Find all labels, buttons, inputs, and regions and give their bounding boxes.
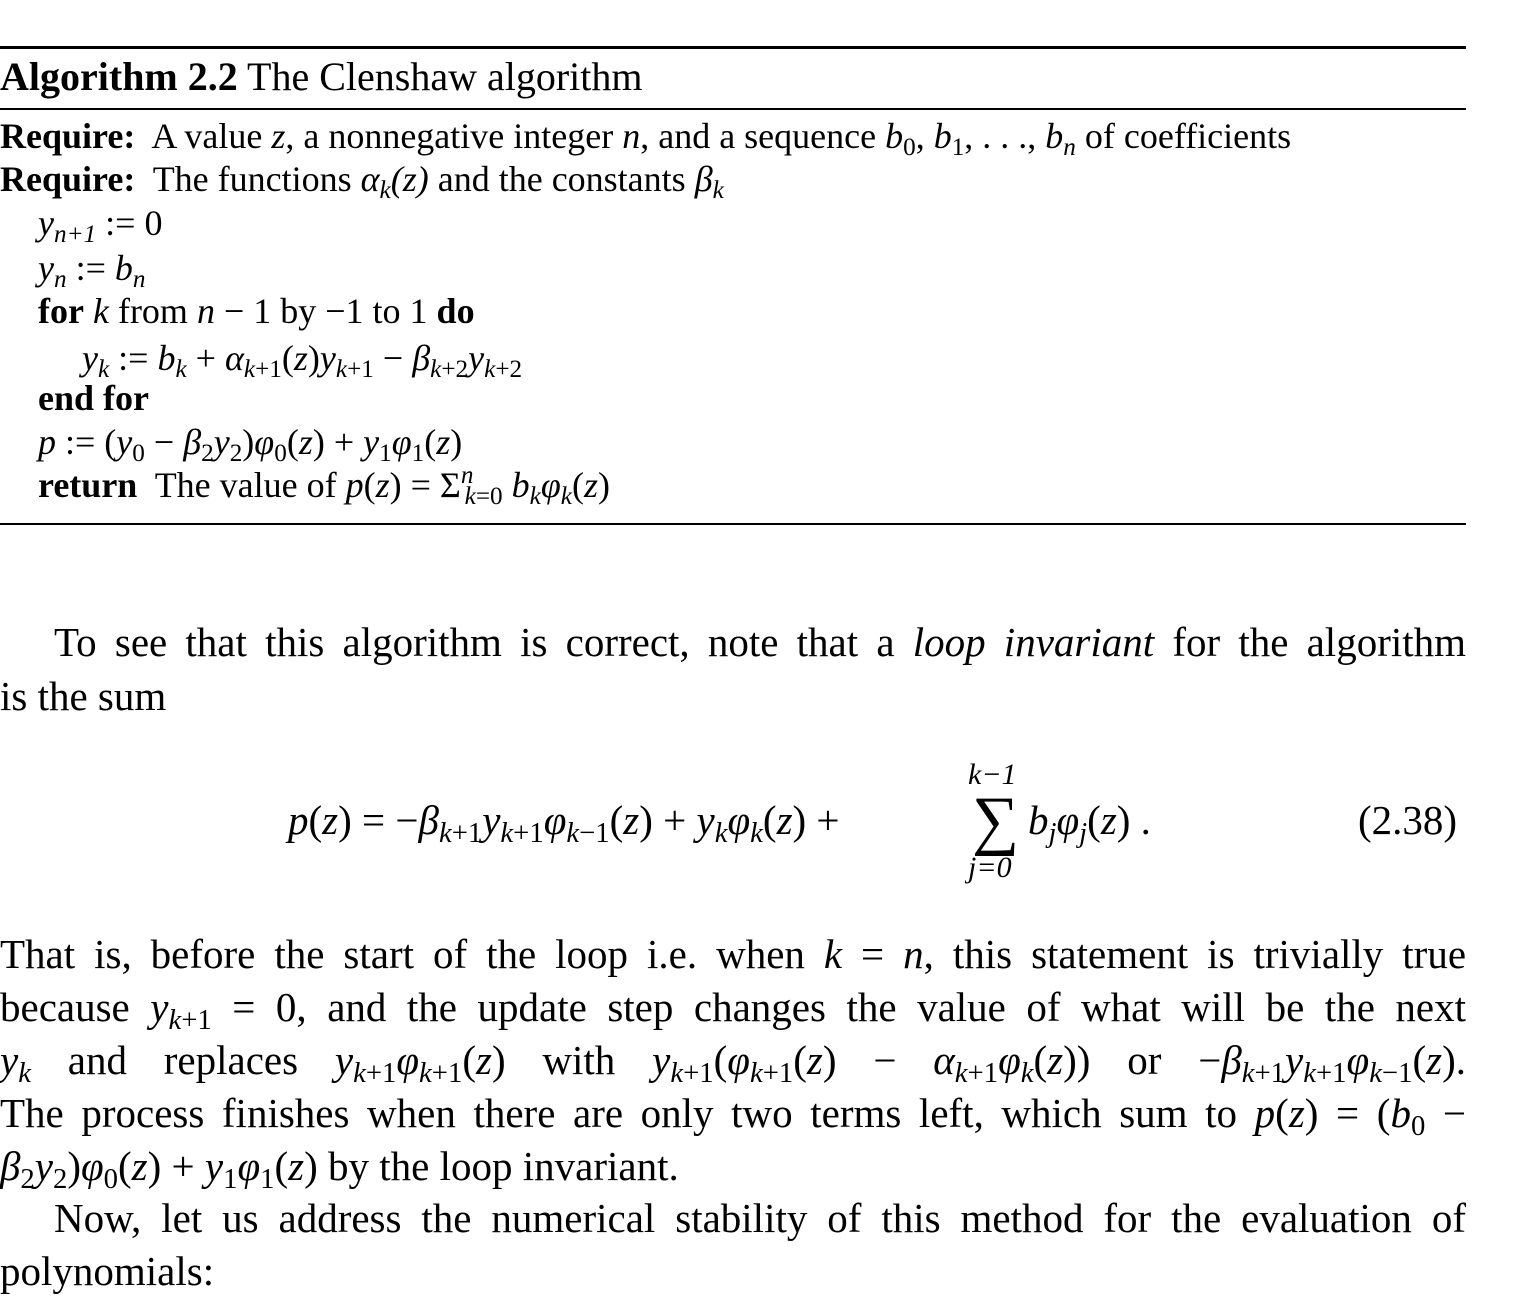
init-y-n-plus-1: $y_{n+1}$ := 0 xyxy=(38,203,163,249)
paragraph-3-line-2: polynomials: xyxy=(0,1248,215,1294)
paragraph-2-line-2: because $y_{k+1} = 0$, and the update step changes the value of what will be the next xyxy=(0,984,1467,1037)
require-line-1: Require: A value z, a nonnegative integer n, and a sequence $b_0$, $b_1$, . . ., $b_n$ of coefficients xyxy=(0,116,1292,162)
p-assignment: p := $(y_0 - \beta_2y_2)\varphi_0(z) + y_1\varphi_1(z)$ xyxy=(38,422,463,468)
paragraph-1-line-2: is the sum xyxy=(0,673,167,719)
paragraph-2-line-5: $\beta_2y_2)\varphi_0(z) + y_1\varphi_1(z)$ by the loop invariant. xyxy=(0,1143,679,1196)
algorithm-name: The Clenshaw algorithm xyxy=(247,54,643,99)
init-y-n: $y_n$ := $b_n$ xyxy=(38,248,146,294)
sum-symbol: ∑ xyxy=(972,784,1020,857)
sum-lower-limit: j=0 xyxy=(968,851,1012,884)
paragraph-3-line-1: Now, let us address the numerical stability of this method for the evaluation of xyxy=(54,1195,1466,1241)
algorithm-number: Algorithm 2.2 xyxy=(0,54,238,99)
algorithm-top-rule xyxy=(0,46,1466,49)
require-line-2: Require: The functions $\alpha_k(z)$ and the constants $\beta_k$ xyxy=(0,159,724,205)
algorithm-bottom-rule xyxy=(0,523,1466,525)
paragraph-2-line-3: $y_k$ and replaces $y_{k+1}\varphi_{k+1}(z)$ with $y_{k+1}(\varphi_{k+1}(z) - \alpha_{k+1}\varphi_k(z))$ or $-\beta_{k+1}y_{k+1}\varphi_{k-1}(z)$. xyxy=(0,1037,1466,1090)
equation-lhs: $p(z) = -\beta_{k+1}y_{k+1}\varphi_{k-1}(z) + y_k\varphi_k(z)$ + xyxy=(288,797,840,850)
require-label: Require: xyxy=(0,116,136,156)
paragraph-2-line-1: That is, before the start of the loop i.e. when k = n, this statement is trivially true xyxy=(0,931,1467,977)
for-loop-line: for k from n − 1 by −1 to 1 do xyxy=(38,291,475,331)
end-for-line: end for xyxy=(38,378,149,418)
paragraph-1-line-1: To see that this algorithm is correct, note that a loop invariant for the algorithm xyxy=(54,619,1467,665)
algorithm-title-rule xyxy=(0,108,1466,110)
return-expression: $p(z) = \Sigma^n_{k=0}$ $b_k\varphi_k(z)$ xyxy=(345,462,610,511)
equation-number: (2.38) xyxy=(1358,797,1458,843)
loop-invariant-emphasis: loop invariant xyxy=(912,619,1155,665)
require-label: Require: xyxy=(0,159,136,199)
equation-summand: $b_j\varphi_j(z)$ . xyxy=(1028,797,1151,850)
return-line: return The value of $p(z) = \Sigma^n_{k=0}$ $b_k\varphi_k(z)$ xyxy=(38,462,610,511)
algorithm-title xyxy=(0,54,643,99)
paragraph-2-line-4: The process finishes when there are only two terms left, which sum to $p(z) = (b_0$ − xyxy=(0,1090,1467,1143)
update-step: $y_k$ := $b_k + \alpha_{k+1}(z)y_{k+1} - \beta_{k+2}y_{k+2}$ xyxy=(82,338,523,384)
sum-upper-limit: k−1 xyxy=(968,758,1017,791)
